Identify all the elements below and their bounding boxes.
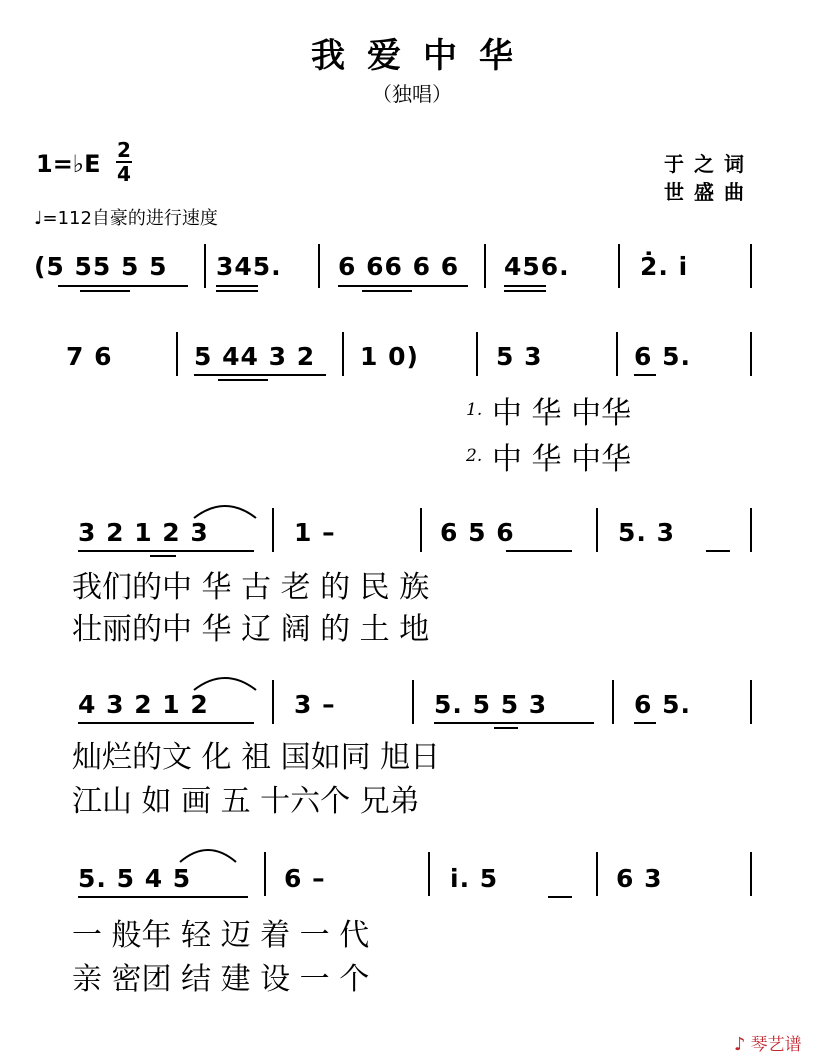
beam [216, 290, 258, 292]
barline [750, 508, 752, 552]
slur [190, 672, 260, 692]
measure-2-3: 1 0) [360, 342, 419, 371]
barline [618, 244, 620, 288]
barline [272, 508, 274, 552]
subtitle: （独唱） [372, 82, 452, 106]
measure-2-1: 7 6 [66, 342, 113, 371]
lyric-line: 中 华 中华 [492, 442, 632, 477]
barline [272, 680, 274, 724]
measure-1-2: 345. [216, 252, 282, 281]
lyric-line: 中 华 中华 [492, 396, 632, 431]
measure-2-5: 6 5. [634, 342, 691, 371]
measure-4-1: 4 3 2 1 2 [78, 690, 209, 719]
measure-5-4: 6 3 [616, 864, 663, 893]
measure-2-2: 5 44 3 2 [194, 342, 316, 371]
beam [150, 555, 176, 557]
lyric-line: 江山 如 画 五 十六个 兄弟 [72, 784, 420, 819]
barline [176, 332, 178, 376]
beam [548, 896, 572, 898]
lyric-line: 壮丽的中 华 辽 阔 的 土 地 [72, 612, 430, 647]
barline [750, 244, 752, 288]
beam [58, 285, 188, 287]
beam [80, 290, 130, 292]
lyric-line: 灿烂的文 化 祖 国如同 旭日 [72, 740, 441, 775]
barline [596, 508, 598, 552]
beam [194, 374, 326, 376]
measure-2-4: 5 3 [496, 342, 543, 371]
beam [706, 550, 730, 552]
barline [612, 680, 614, 724]
measure-3-4: 5. 3 [618, 518, 675, 547]
verse-number-2: 2. [466, 446, 483, 466]
beam [506, 550, 572, 552]
measure-4-4: 6 5. [634, 690, 691, 719]
barline [342, 332, 344, 376]
time-signature [116, 140, 132, 184]
beam [338, 285, 468, 287]
beam [434, 722, 594, 724]
measure-1-5: 2̇. i̇ [640, 252, 689, 281]
verse-number-1: 1. [466, 400, 483, 420]
barline [596, 852, 598, 896]
measure-4-3: 5. 5 5 3 [434, 690, 548, 719]
beam [634, 722, 656, 724]
lyricist-credit: 于之词 [664, 152, 754, 176]
barline [616, 332, 618, 376]
beam [504, 290, 546, 292]
barline [750, 852, 752, 896]
tempo-marking: ♩=112自豪的进行速度 [34, 208, 218, 229]
time-sig-denominator: 4 [117, 162, 131, 186]
beam [494, 727, 518, 729]
barline [428, 852, 430, 896]
time-sig-numerator: 2 [117, 138, 131, 162]
beam [504, 285, 546, 287]
beam [216, 285, 258, 287]
measure-5-2: 6 – [284, 864, 326, 893]
barline [750, 680, 752, 724]
beam [78, 722, 254, 724]
page-title: 我爱中华 [311, 36, 535, 76]
lyric-line: 我们的中 华 古 老 的 民 族 [72, 570, 430, 605]
beam [78, 550, 254, 552]
beam [634, 374, 656, 376]
watermark-text: 琴艺谱 [750, 1035, 802, 1055]
beam [78, 896, 248, 898]
measure-5-3: i̇. 5 [450, 864, 499, 893]
beam [362, 290, 412, 292]
barline [750, 332, 752, 376]
beam [218, 379, 268, 381]
measure-1-1: (5 55 5 5 [34, 252, 168, 281]
measure-1-4: 456. [504, 252, 570, 281]
measure-3-3: 6 5 6 [440, 518, 515, 547]
key-signature: 1=♭E [36, 150, 101, 178]
measure-3-2: 1 – [294, 518, 336, 547]
measure-4-2: 3 – [294, 690, 336, 719]
measure-3-1: 3 2 1 2 3 [78, 518, 209, 547]
lyric-line: 亲 密团 结 建 设 一 个 [72, 962, 370, 997]
composer-credit: 世盛曲 [664, 180, 754, 204]
measure-5-1: 5. 5 4 5 [78, 864, 192, 893]
barline [476, 332, 478, 376]
logo-mark-icon: ♪ [734, 1034, 746, 1055]
barline [204, 244, 206, 288]
barline [318, 244, 320, 288]
watermark-logo [734, 1030, 802, 1055]
measure-1-3: 6 66 6 6 [338, 252, 460, 281]
slur [176, 844, 240, 864]
barline [264, 852, 266, 896]
barline [420, 508, 422, 552]
barline [484, 244, 486, 288]
slur [190, 500, 260, 520]
lyric-line: 一 般年 轻 迈 着 一 代 [72, 918, 370, 953]
barline [412, 680, 414, 724]
